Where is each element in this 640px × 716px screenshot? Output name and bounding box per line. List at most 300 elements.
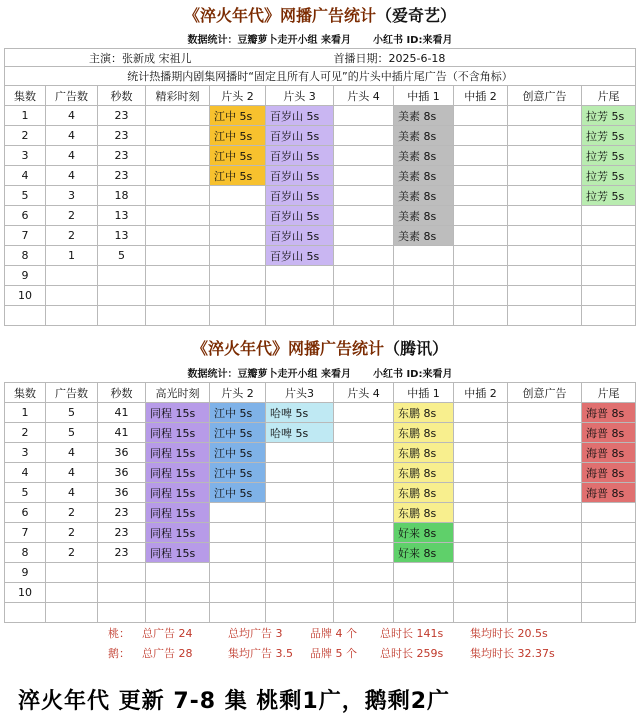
iqiyi-title: [4, 0, 636, 28]
table-cell: 美素 8s: [394, 146, 454, 165]
table-cell: [46, 306, 98, 325]
ad-stats-sheet: [4, 0, 636, 663]
table-cell: 拉芳 5s: [582, 166, 636, 185]
goose-total-duration: 总时长 259s: [380, 647, 444, 660]
column-header: 秒数: [98, 383, 146, 402]
peach-label: 桃：: [108, 627, 130, 640]
iqiyi-note: [4, 67, 636, 86]
table-cell: [266, 443, 334, 462]
table-cell: 江中 5s: [210, 463, 266, 482]
table-cell: [508, 443, 582, 462]
table-cell: 4: [46, 166, 98, 185]
table-cell: [394, 603, 454, 622]
table-cell: [210, 563, 266, 582]
tencent-meta-handle: 小红书 ID:来看月: [372, 368, 453, 380]
table-cell: 百岁山 5s: [266, 226, 334, 245]
table-cell: 美素 8s: [394, 106, 454, 125]
column-header: 片头 3: [266, 86, 334, 105]
table-cell: 江中 5s: [210, 483, 266, 502]
table-cell: 同程 15s: [146, 443, 210, 462]
table-cell: [266, 563, 334, 582]
table-cell: 4: [46, 106, 98, 125]
iqiyi-cast: 主演：张新成 宋祖儿: [89, 51, 192, 65]
table-cell: [334, 166, 394, 185]
tencent-title-platform: （腾讯）: [384, 338, 449, 358]
table-row: [4, 126, 636, 146]
table-cell: [334, 206, 394, 225]
table-row: [4, 246, 636, 266]
table-cell: 4: [46, 483, 98, 502]
iqiyi-meta-source: 数据统计：豆瓣萝卜走开小组 来看月: [187, 34, 351, 46]
column-header: 高光时刻: [146, 383, 210, 402]
table-cell: [508, 146, 582, 165]
iqiyi-title-platform: （爱奇艺）: [376, 5, 457, 25]
tencent-table: [4, 382, 636, 623]
table-cell: [454, 146, 508, 165]
table-cell: [334, 523, 394, 542]
table-cell: 7: [4, 523, 46, 542]
table-cell: [508, 186, 582, 205]
table-cell: 23: [98, 106, 146, 125]
table-cell: 同程 15s: [146, 483, 210, 502]
table-cell: [454, 266, 508, 285]
table-cell: 海普 8s: [582, 483, 636, 502]
table-cell: 9: [4, 266, 46, 285]
table-row: [4, 266, 636, 286]
table-cell: 江中 5s: [210, 423, 266, 442]
table-cell: [210, 246, 266, 265]
table-cell: 23: [98, 166, 146, 185]
table-cell: [210, 266, 266, 285]
column-header: 中插 1: [394, 86, 454, 105]
table-header-row: [4, 383, 636, 403]
column-header: 片头 2: [210, 383, 266, 402]
table-cell: [582, 543, 636, 562]
column-header: 中插 2: [454, 86, 508, 105]
table-cell: 哈啤 5s: [266, 423, 334, 442]
table-cell: 哈啤 5s: [266, 403, 334, 422]
table-header-row: [4, 86, 636, 106]
table-row: [4, 463, 636, 483]
table-cell: 13: [98, 226, 146, 245]
column-header: 片头 4: [334, 86, 394, 105]
table-cell: [508, 563, 582, 582]
table-cell: [508, 503, 582, 522]
table-cell: [454, 106, 508, 125]
table-cell: [98, 603, 146, 622]
table-cell: 36: [98, 443, 146, 462]
table-cell: 江中 5s: [210, 166, 266, 185]
table-cell: 2: [46, 226, 98, 245]
table-cell: [454, 246, 508, 265]
table-cell: 东鹏 8s: [394, 443, 454, 462]
table-cell: 23: [98, 146, 146, 165]
table-cell: 百岁山 5s: [266, 146, 334, 165]
table-cell: 好来 8s: [394, 523, 454, 542]
peach-avg-duration: 集均时长 20.5s: [470, 627, 548, 640]
goose-avg-duration: 集均时长 32.37s: [470, 647, 555, 660]
table-cell: [508, 126, 582, 145]
table-cell: [508, 463, 582, 482]
table-row: [4, 523, 636, 543]
table-cell: [266, 286, 334, 305]
table-cell: [334, 463, 394, 482]
table-cell: 美素 8s: [394, 186, 454, 205]
table-cell: 23: [98, 126, 146, 145]
table-cell: 同程 15s: [146, 523, 210, 542]
table-cell: [394, 306, 454, 325]
table-cell: 同程 15s: [146, 403, 210, 422]
column-header: 精彩时刻: [146, 86, 210, 105]
table-cell: [146, 206, 210, 225]
peach-total-ads: 总广告 24: [142, 627, 193, 640]
table-cell: [210, 306, 266, 325]
table-cell: [46, 266, 98, 285]
iqiyi-meta-handle: 小红书 ID:来看月: [372, 34, 453, 46]
table-cell: [334, 106, 394, 125]
table-cell: [582, 266, 636, 285]
goose-label: 鹅：: [108, 647, 130, 660]
column-header: 创意广告: [508, 383, 582, 402]
tencent-meta-source: 数据统计：豆瓣萝卜走开小组 来看月: [187, 368, 351, 380]
table-cell: [508, 603, 582, 622]
peach-total-duration: 总时长 141s: [380, 627, 444, 640]
table-cell: 9: [4, 563, 46, 582]
table-cell: [146, 126, 210, 145]
table-cell: [334, 266, 394, 285]
table-cell: 23: [98, 503, 146, 522]
table-cell: [46, 583, 98, 602]
table-cell: [334, 286, 394, 305]
table-cell: 8: [4, 246, 46, 265]
table-cell: [582, 583, 636, 602]
table-cell: [508, 483, 582, 502]
table-cell: 拉芳 5s: [582, 106, 636, 125]
table-cell: [210, 226, 266, 245]
table-cell: 4: [46, 146, 98, 165]
table-cell: [334, 443, 394, 462]
peach-avg-ads: 总均广告 3: [228, 627, 283, 640]
table-cell: [146, 146, 210, 165]
table-cell: [146, 166, 210, 185]
table-cell: 2: [4, 423, 46, 442]
table-cell: [334, 186, 394, 205]
table-cell: 江中 5s: [210, 106, 266, 125]
table-cell: [146, 286, 210, 305]
table-cell: 2: [4, 126, 46, 145]
table-cell: [454, 463, 508, 482]
table-cell: 6: [4, 206, 46, 225]
table-cell: 百岁山 5s: [266, 166, 334, 185]
table-cell: 同程 15s: [146, 423, 210, 442]
table-row: [4, 483, 636, 503]
table-cell: 东鹏 8s: [394, 463, 454, 482]
table-cell: 1: [4, 403, 46, 422]
table-cell: [334, 583, 394, 602]
table-cell: [334, 126, 394, 145]
table-cell: 2: [46, 523, 98, 542]
table-cell: [508, 166, 582, 185]
table-cell: 拉芳 5s: [582, 146, 636, 165]
table-cell: 4: [46, 443, 98, 462]
table-cell: [98, 266, 146, 285]
table-cell: [454, 126, 508, 145]
table-cell: [394, 266, 454, 285]
table-cell: 18: [98, 186, 146, 205]
table-cell: 美素 8s: [394, 166, 454, 185]
table-cell: 41: [98, 403, 146, 422]
table-row: [4, 503, 636, 523]
table-cell: [146, 583, 210, 602]
table-cell: [4, 306, 46, 325]
table-cell: [146, 266, 210, 285]
table-cell: [46, 286, 98, 305]
table-cell: 同程 15s: [146, 543, 210, 562]
column-header: 片尾: [582, 383, 636, 402]
goose-avg-ads: 集均广告 3.5: [228, 647, 293, 660]
table-cell: [508, 423, 582, 442]
tencent-title: [4, 332, 636, 362]
table-cell: [508, 306, 582, 325]
table-cell: [454, 503, 508, 522]
table-cell: 江中 5s: [210, 443, 266, 462]
iqiyi-cast-row: [4, 48, 636, 67]
table-cell: 江中 5s: [210, 403, 266, 422]
table-cell: 6: [4, 503, 46, 522]
table-cell: [582, 206, 636, 225]
column-header: 秒数: [98, 86, 146, 105]
iqiyi-title-main: 《淬火年代》网播广告统计: [183, 5, 376, 25]
table-cell: [334, 543, 394, 562]
table-row: [4, 603, 636, 623]
column-header: 中插 2: [454, 383, 508, 402]
table-cell: [582, 523, 636, 542]
table-cell: [146, 186, 210, 205]
table-cell: [394, 563, 454, 582]
table-cell: [508, 246, 582, 265]
table-cell: [210, 523, 266, 542]
table-row: [4, 226, 636, 246]
table-cell: [508, 226, 582, 245]
table-cell: 海普 8s: [582, 443, 636, 462]
table-cell: [334, 146, 394, 165]
table-cell: [98, 286, 146, 305]
table-cell: [334, 503, 394, 522]
table-row: [4, 443, 636, 463]
column-header: 集数: [4, 86, 46, 105]
table-cell: 美素 8s: [394, 126, 454, 145]
table-cell: [582, 286, 636, 305]
table-cell: 东鹏 8s: [394, 423, 454, 442]
table-cell: 13: [98, 206, 146, 225]
table-cell: [266, 523, 334, 542]
table-cell: [266, 306, 334, 325]
table-cell: 4: [46, 463, 98, 482]
column-header: 广告数: [46, 86, 98, 105]
iqiyi-table: [4, 86, 636, 326]
table-cell: [454, 583, 508, 602]
iqiyi-meta: [4, 28, 636, 48]
tencent-title-main: 《淬火年代》网播广告统计: [191, 338, 384, 358]
goose-total-ads: 总广告 28: [142, 647, 193, 660]
table-cell: [146, 226, 210, 245]
table-cell: [210, 186, 266, 205]
table-cell: [98, 583, 146, 602]
table-cell: [334, 403, 394, 422]
table-cell: [334, 563, 394, 582]
table-cell: [454, 306, 508, 325]
table-cell: 4: [4, 166, 46, 185]
table-cell: [266, 483, 334, 502]
table-cell: 海普 8s: [582, 403, 636, 422]
table-cell: 百岁山 5s: [266, 126, 334, 145]
tencent-meta: [4, 362, 636, 382]
table-cell: [394, 583, 454, 602]
table-cell: [454, 443, 508, 462]
table-cell: [210, 543, 266, 562]
table-cell: 海普 8s: [582, 423, 636, 442]
table-cell: 东鹏 8s: [394, 503, 454, 522]
table-row: [4, 403, 636, 423]
table-cell: [266, 463, 334, 482]
table-cell: 36: [98, 463, 146, 482]
table-cell: [454, 563, 508, 582]
table-cell: [334, 226, 394, 245]
table-cell: [266, 266, 334, 285]
table-cell: 好来 8s: [394, 543, 454, 562]
table-cell: 2: [46, 543, 98, 562]
table-cell: [98, 563, 146, 582]
table-row: [4, 166, 636, 186]
table-row: [4, 583, 636, 603]
table-cell: [582, 503, 636, 522]
table-cell: 10: [4, 583, 46, 602]
table-cell: 百岁山 5s: [266, 246, 334, 265]
table-cell: 1: [4, 106, 46, 125]
table-cell: 3: [4, 146, 46, 165]
table-row: [4, 543, 636, 563]
table-cell: [210, 503, 266, 522]
column-header: 片尾: [582, 86, 636, 105]
table-cell: [4, 603, 46, 622]
table-cell: [334, 246, 394, 265]
table-cell: [146, 246, 210, 265]
goose-brands: 品牌 5 个: [310, 647, 357, 660]
column-header: 片头 4: [334, 383, 394, 402]
table-cell: [210, 286, 266, 305]
table-cell: [454, 286, 508, 305]
column-header: 集数: [4, 383, 46, 402]
table-cell: [454, 226, 508, 245]
table-cell: [46, 563, 98, 582]
summary-goose: [4, 643, 636, 663]
table-cell: 百岁山 5s: [266, 106, 334, 125]
table-cell: 东鹏 8s: [394, 483, 454, 502]
table-cell: [454, 206, 508, 225]
table-cell: [582, 306, 636, 325]
table-cell: [582, 246, 636, 265]
table-cell: [334, 306, 394, 325]
table-cell: [334, 483, 394, 502]
table-cell: 4: [46, 126, 98, 145]
table-cell: 4: [4, 463, 46, 482]
table-cell: [454, 483, 508, 502]
column-header: 创意广告: [508, 86, 582, 105]
table-cell: 江中 5s: [210, 126, 266, 145]
table-cell: 2: [46, 206, 98, 225]
table-cell: [210, 583, 266, 602]
table-cell: 百岁山 5s: [266, 206, 334, 225]
table-cell: 同程 15s: [146, 503, 210, 522]
table-cell: [454, 543, 508, 562]
table-row: [4, 106, 636, 126]
table-cell: [454, 603, 508, 622]
table-cell: [508, 583, 582, 602]
table-cell: [508, 523, 582, 542]
table-row: [4, 286, 636, 306]
table-row: [4, 206, 636, 226]
iqiyi-premiere: 首播日期：2025-6-18: [333, 51, 446, 65]
table-cell: [454, 523, 508, 542]
table-cell: [454, 166, 508, 185]
table-cell: 5: [98, 246, 146, 265]
table-cell: [266, 503, 334, 522]
table-cell: 7: [4, 226, 46, 245]
table-cell: 1: [46, 246, 98, 265]
table-cell: 8: [4, 543, 46, 562]
table-cell: [210, 603, 266, 622]
table-cell: 5: [4, 186, 46, 205]
summary-peach: [4, 623, 636, 643]
table-cell: [508, 403, 582, 422]
table-cell: [146, 563, 210, 582]
table-cell: [508, 543, 582, 562]
table-cell: [146, 106, 210, 125]
table-cell: [454, 423, 508, 442]
table-cell: 海普 8s: [582, 463, 636, 482]
table-cell: [210, 206, 266, 225]
table-cell: [266, 543, 334, 562]
table-cell: 3: [46, 186, 98, 205]
table-cell: 5: [4, 483, 46, 502]
table-cell: [454, 403, 508, 422]
column-header: 中插 1: [394, 383, 454, 402]
table-cell: [508, 106, 582, 125]
table-cell: 41: [98, 423, 146, 442]
table-cell: [266, 583, 334, 602]
table-cell: 东鹏 8s: [394, 403, 454, 422]
table-cell: [394, 286, 454, 305]
table-cell: 23: [98, 543, 146, 562]
table-cell: [334, 603, 394, 622]
column-header: 片头 2: [210, 86, 266, 105]
table-cell: 5: [46, 423, 98, 442]
table-cell: [582, 563, 636, 582]
table-cell: [508, 266, 582, 285]
table-cell: 美素 8s: [394, 206, 454, 225]
table-cell: 5: [46, 403, 98, 422]
table-cell: 百岁山 5s: [266, 186, 334, 205]
table-cell: [508, 286, 582, 305]
table-cell: [334, 423, 394, 442]
table-row: [4, 306, 636, 326]
table-cell: [508, 206, 582, 225]
peach-brands: 品牌 4 个: [310, 627, 357, 640]
column-header: 广告数: [46, 383, 98, 402]
table-cell: 拉芳 5s: [582, 126, 636, 145]
table-row: [4, 186, 636, 206]
table-cell: [46, 603, 98, 622]
